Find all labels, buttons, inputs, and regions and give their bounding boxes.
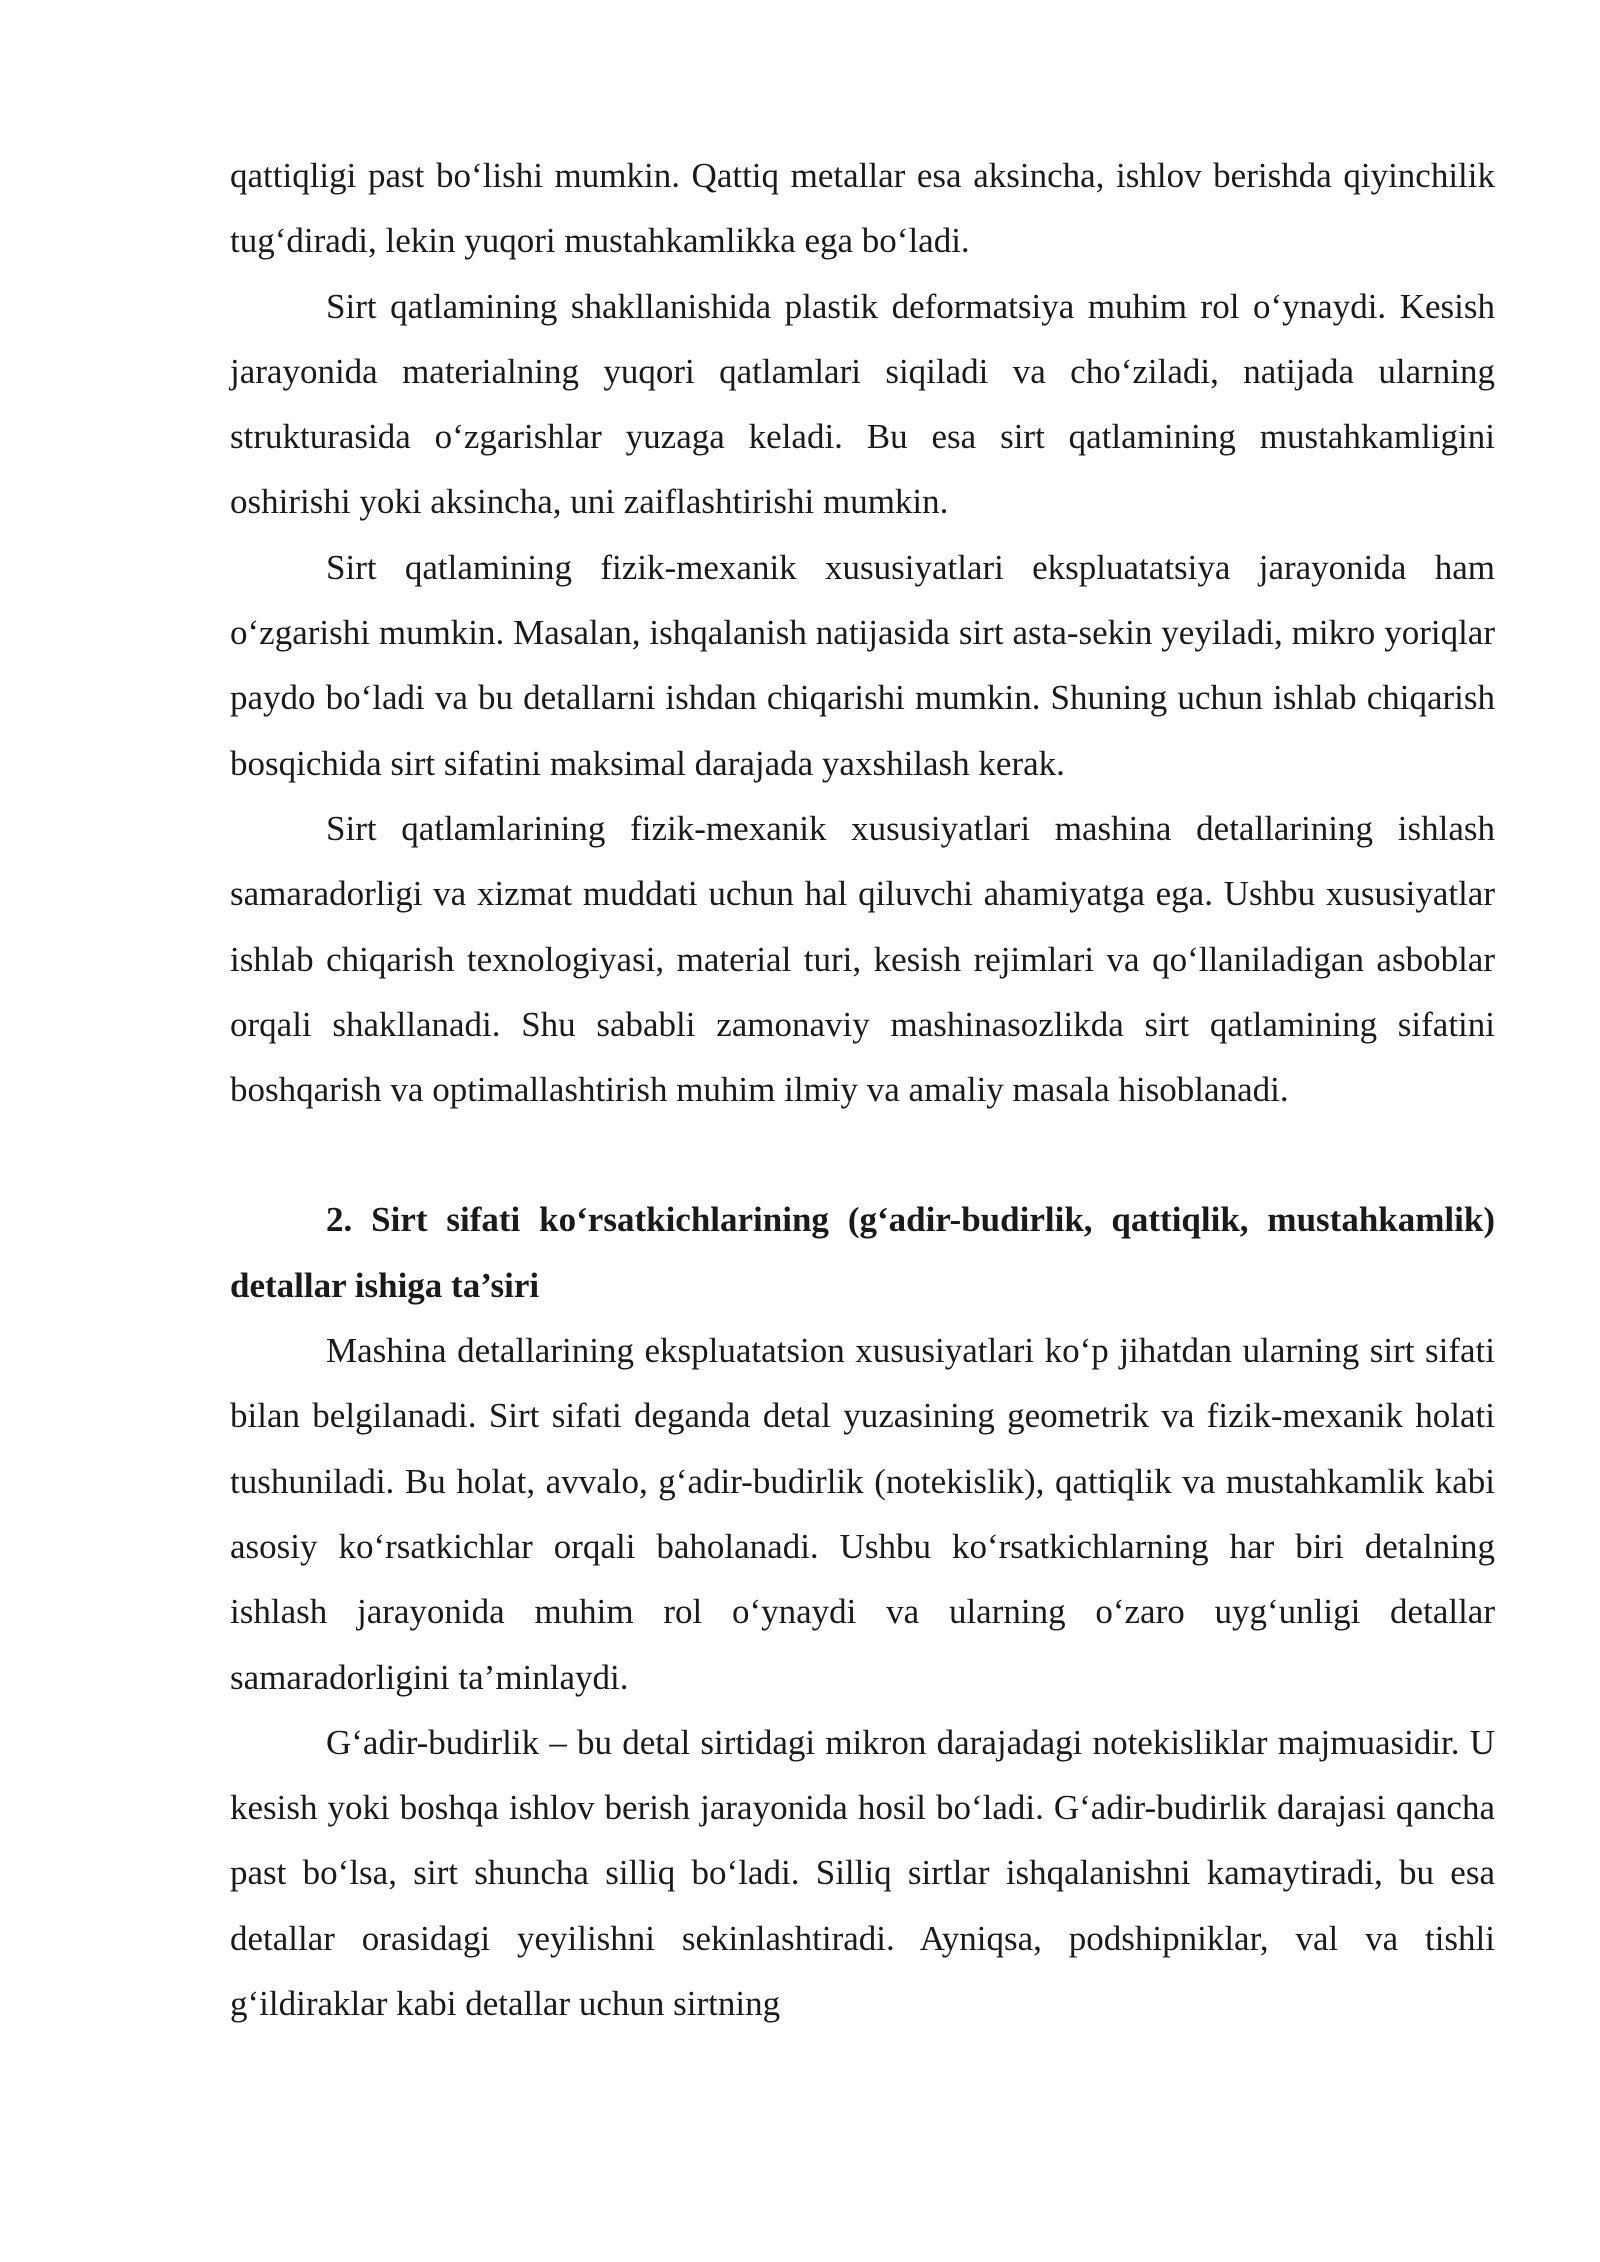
paragraph-surface-quality: Mashina detallarining ekspluatatsion xususiyatlari ko‘p jihatdan ularning sirt sifati bilan belgilanadi. Sirt sifati deganda detal yuzasining geometrik va fizik-mexanik holati tushuniladi. Bu holat, avvalo, g‘adir-budirlik (notekislik), qattiqlik va mustahkamlik kabi asosiy ko‘rsatkichlar orqali baholanadi. Ushbu ko‘rsatkichlarning har biri detalning ishlash jarayonida muhim rol o‘ynaydi va ularning o‘zaro uyg‘unligi detallar samaradorligini ta’minlaydi.	[230, 1331, 1495, 1697]
paragraph-continued: qattiqligi past bo‘lishi mumkin. Qattiq metallar esa aksincha, ishlov berishda qiyinchilik tug‘diradi, lekin yuqori mustahkamlikka ega bo‘ladi.	[230, 156, 1495, 261]
document-body	[230, 143, 1495, 2036]
paragraph-importance: Sirt qatlamlarining fizik-mexanik xususiyatlari mashina detallarining ishlash samaradorligi va xizmat muddati uchun hal qiluvchi ahamiyatga ega. Ushbu xususiyatlar ishlab chiqarish texnologiyasi, material turi, kesish rejimlari va qo‘llaniladigan asboblar orqali shakllanadi. Shu sababli zamonaviy mashinasozlikda sirt qatlamining sifatini boshqarish va optimallashtirish muhim ilmiy va amaliy masala hisoblanadi.	[230, 808, 1495, 1110]
paragraph-roughness: G‘adir-budirlik – bu detal sirtidagi mikron darajadagi notekisliklar majmuasidir. U kesish yoki boshqa ishlov berish jarayonida hosil bo‘ladi. G‘adir-budirlik darajasi qancha past bo‘lsa, sirt shuncha silliq bo‘ladi. Silliq sirtlar ishqalanishni kamaytiradi, bu esa detallar orasidagi yeyilishni sekinlashtiradi. Ayniqsa, podshipniklar, val va tishli g‘ildiraklar kabi detallar uchun sirtning	[230, 1722, 1495, 2024]
paragraph-exploitation-changes: Sirt qatlamining fizik-mexanik xususiyatlari ekspluatatsiya jarayonida ham o‘zgarishi mumkin. Masalan, ishqalanish natijasida sirt asta-sekin yeyiladi, mikro yoriqlar paydo bo‘ladi va bu detallarni ishdan chiqarishi mumkin. Shuning uchun ishlab chiqarish bosqichida sirt sifatini maksimal darajada yaxshilash kerak.	[230, 547, 1495, 783]
section-heading: 2. Sirt sifati ko‘rsatkichlarining (g‘adir-budirlik, qattiqlik, mustahkamlik) detallar ishiga ta’siri	[230, 1200, 1495, 1305]
paragraph-plastic-deformation: Sirt qatlamining shakllanishida plastik deformatsiya muhim rol o‘ynaydi. Kesish jarayonida materialning yuqori qatlamlari siqiladi va cho‘ziladi, natijada ularning strukturasida o‘zgarishlar yuzaga keladi. Bu esa sirt qatlamining mustahkamligini oshirishi yoki aksincha, uni zaiflashtirishi mumkin.	[230, 286, 1495, 522]
